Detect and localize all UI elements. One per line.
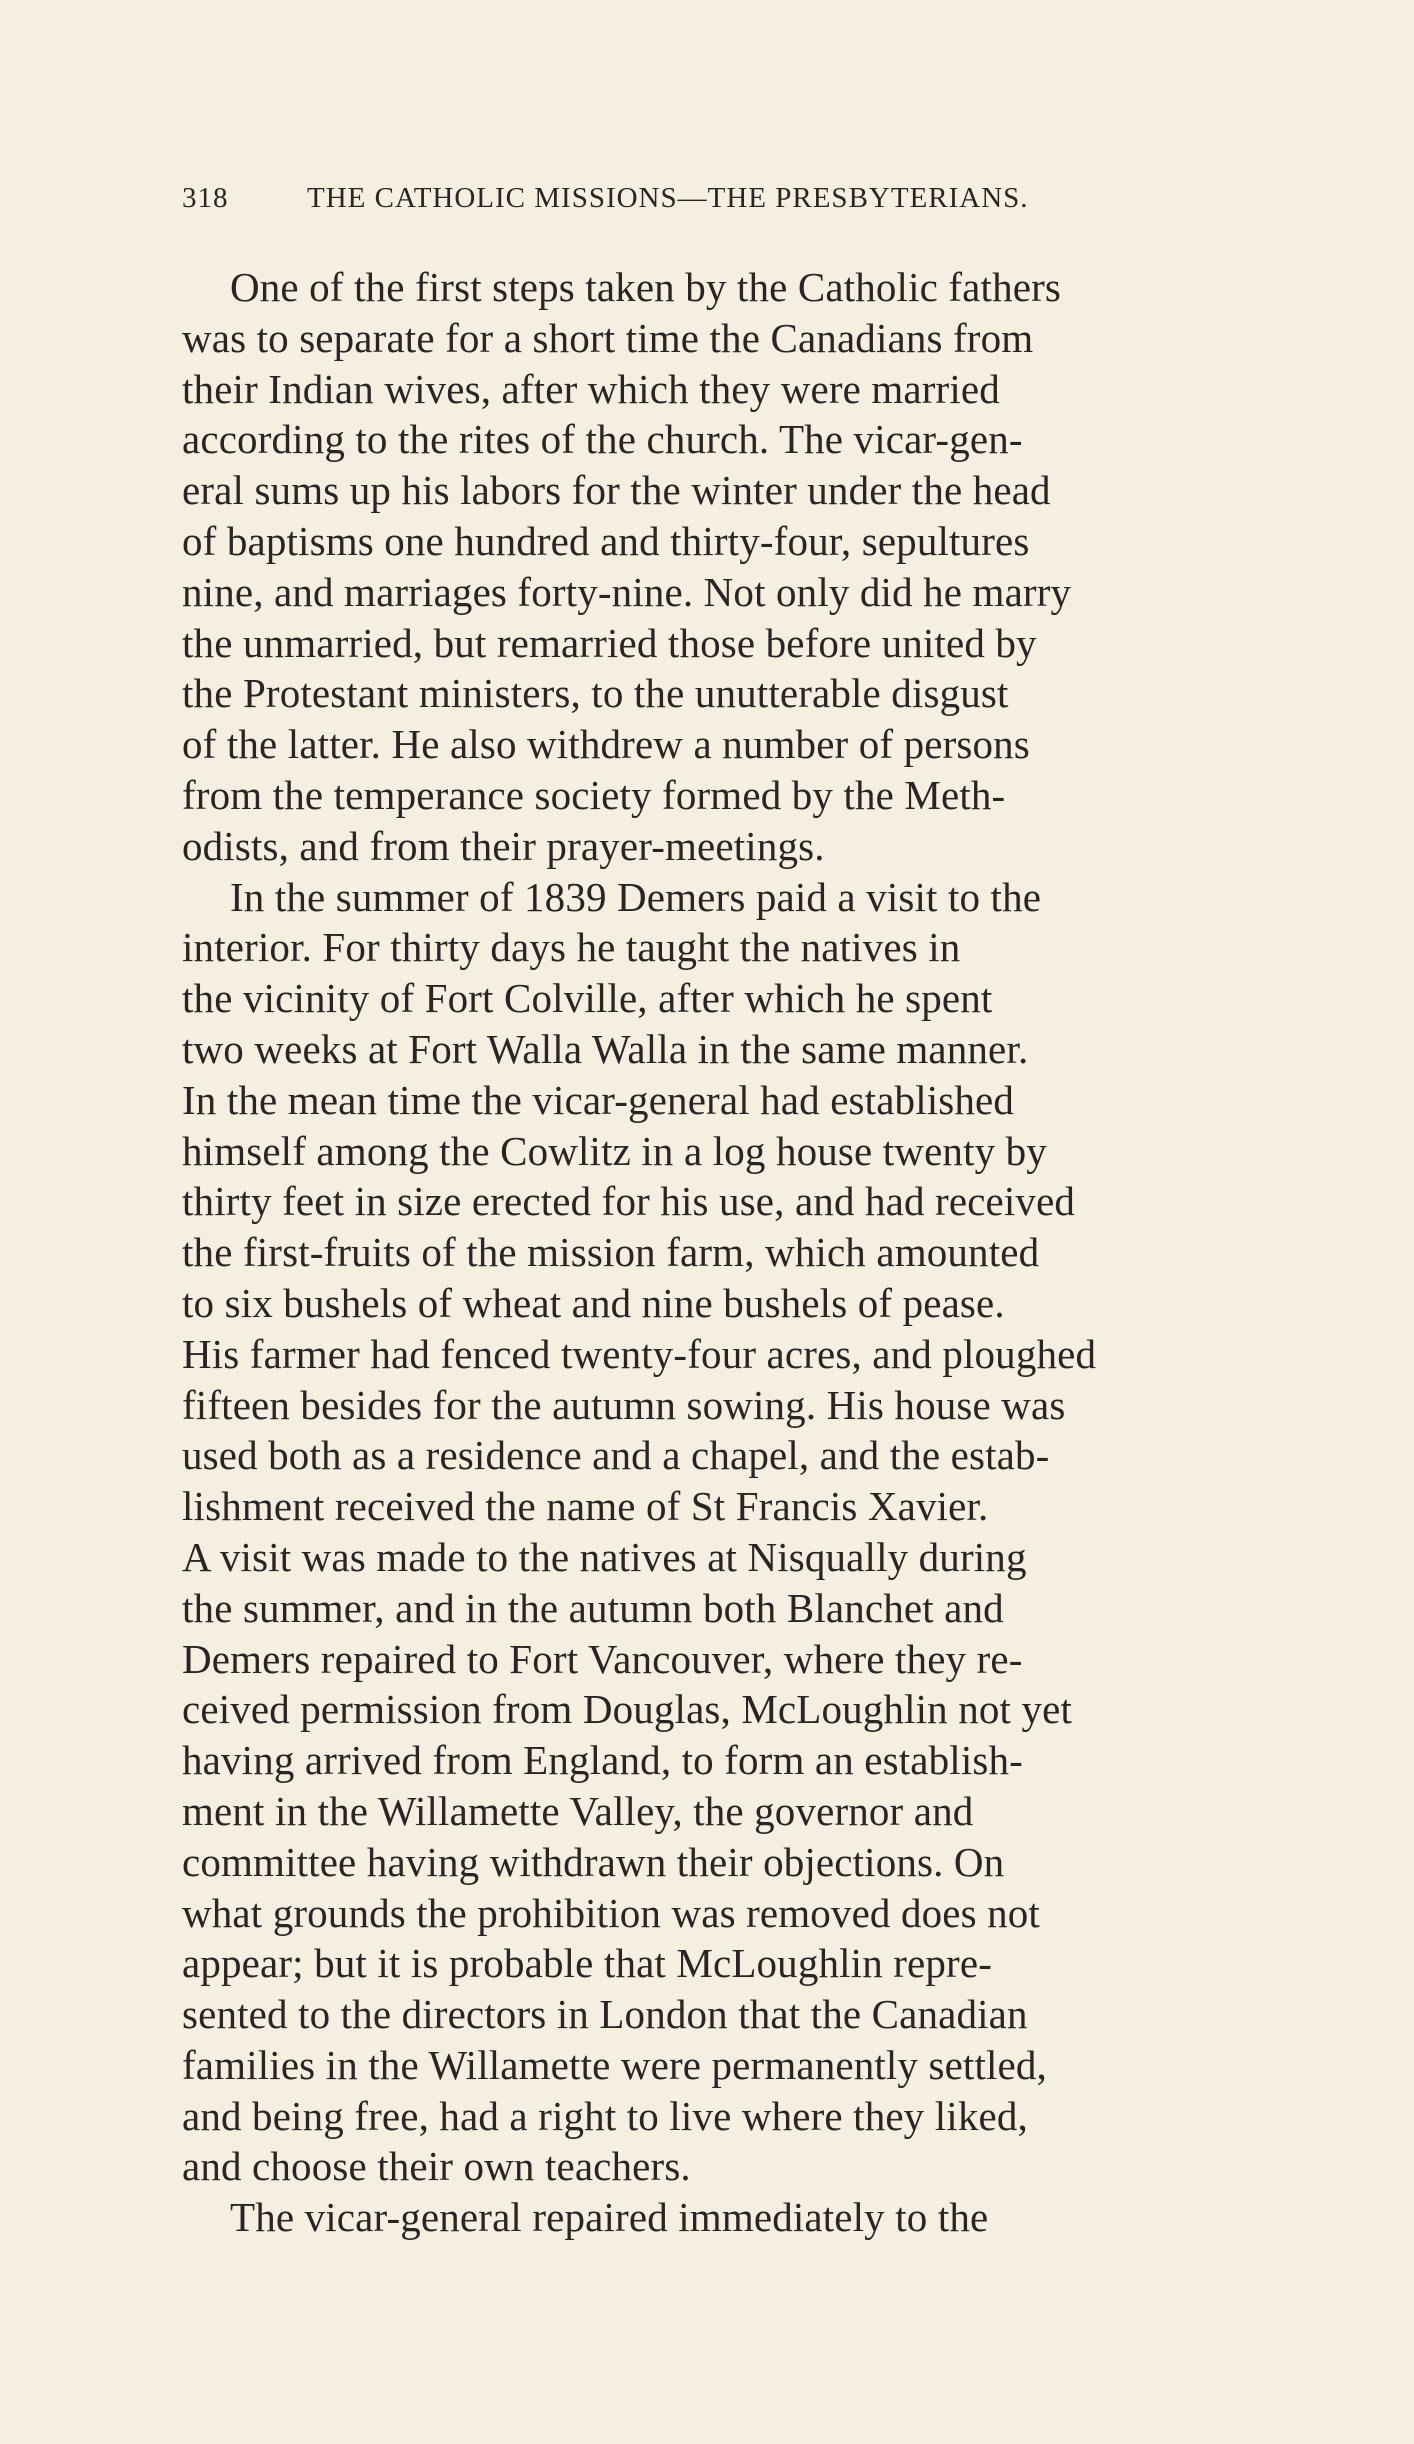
text-line: eral sums up his labors for the winter under the head [182, 467, 1051, 514]
text-line: His farmer had fenced twenty-four acres, and ploughed [182, 1330, 1097, 1377]
text-line: the Protestant ministers, to the unutterable disgust [182, 670, 1009, 717]
page-number: 318 [182, 182, 229, 214]
text-line: and being free, had a right to live where they liked, [182, 2092, 1028, 2139]
text-line: ment in the Willamette Valley, the governor and [182, 1787, 974, 1834]
text-line: nine, and marriages forty-nine. Not only did he marry [182, 568, 1072, 615]
text-line: their Indian wives, after which they were married [182, 365, 1000, 412]
text-line: of the latter. He also withdrew a number of persons [182, 721, 1030, 768]
text-line: families in the Willamette were permanently settled, [182, 2041, 1047, 2088]
text-line: lishment received the name of St Francis Xavier. [182, 1483, 989, 1530]
text-line: One of the first steps taken by the Catholic fathers [230, 264, 1061, 310]
running-head [182, 178, 1212, 218]
text-line: the summer, and in the autumn both Blanchet and [182, 1584, 1004, 1631]
text-line: from the temperance society formed by the Meth- [182, 771, 1006, 818]
text-line: to six bushels of wheat and nine bushels of pease. [182, 1279, 1005, 1326]
text-line: committee having withdrawn their objections. On [182, 1838, 1005, 1885]
text-line: odists, and from their prayer-meetings. [182, 822, 825, 869]
text-line: what grounds the prohibition was removed does not [182, 1889, 1040, 1936]
text-line: In the mean time the vicar-general had established [182, 1076, 1015, 1123]
text-line: having arrived from England, to form an establish- [182, 1737, 1023, 1784]
text-line: the vicinity of Fort Colville, after which he spent [182, 975, 993, 1022]
text-line: interior. For thirty days he taught the natives in [182, 924, 961, 971]
text-line: and choose their own teachers. [182, 2143, 691, 2190]
body-text [182, 262, 1312, 2243]
text-line: according to the rites of the church. The vicar-gen- [182, 416, 1023, 463]
text-line: fifteen besides for the autumn sowing. His house was [182, 1381, 1066, 1428]
text-line: appear; but it is probable that McLoughlin repre- [182, 1940, 993, 1987]
text-line: the first-fruits of the mission farm, which amounted [182, 1229, 1040, 1276]
running-title: THE CATHOLIC MISSIONS—THE PRESBYTERIANS. [307, 182, 1029, 214]
text-line: In the summer of 1839 Demers paid a visit to the [230, 873, 1042, 920]
text-line: two weeks at Fort Walla Walla in the same manner. [182, 1025, 1029, 1072]
text-line: thirty feet in size erected for his use, and had received [182, 1178, 1076, 1225]
text-line: ceived permission from Douglas, McLoughlin not yet [182, 1686, 1072, 1733]
text-line: A visit was made to the natives at Nisqually during [182, 1533, 1027, 1580]
text-line: himself among the Cowlitz in a log house twenty by [182, 1127, 1047, 1174]
text-line: used both as a residence and a chapel, and the estab- [182, 1432, 1050, 1479]
text-line: The vicar-general repaired immediately to the [230, 2194, 989, 2241]
text-line: was to separate for a short time the Canadians from [182, 314, 1034, 361]
text-line: Demers repaired to Fort Vancouver, where they re- [182, 1635, 1023, 1682]
text-line: of baptisms one hundred and thirty-four, sepultures [182, 517, 1030, 564]
text-line: sented to the directors in London that the Canadian [182, 1991, 1028, 2038]
text-line: the unmarried, but remarried those before united by [182, 619, 1037, 666]
